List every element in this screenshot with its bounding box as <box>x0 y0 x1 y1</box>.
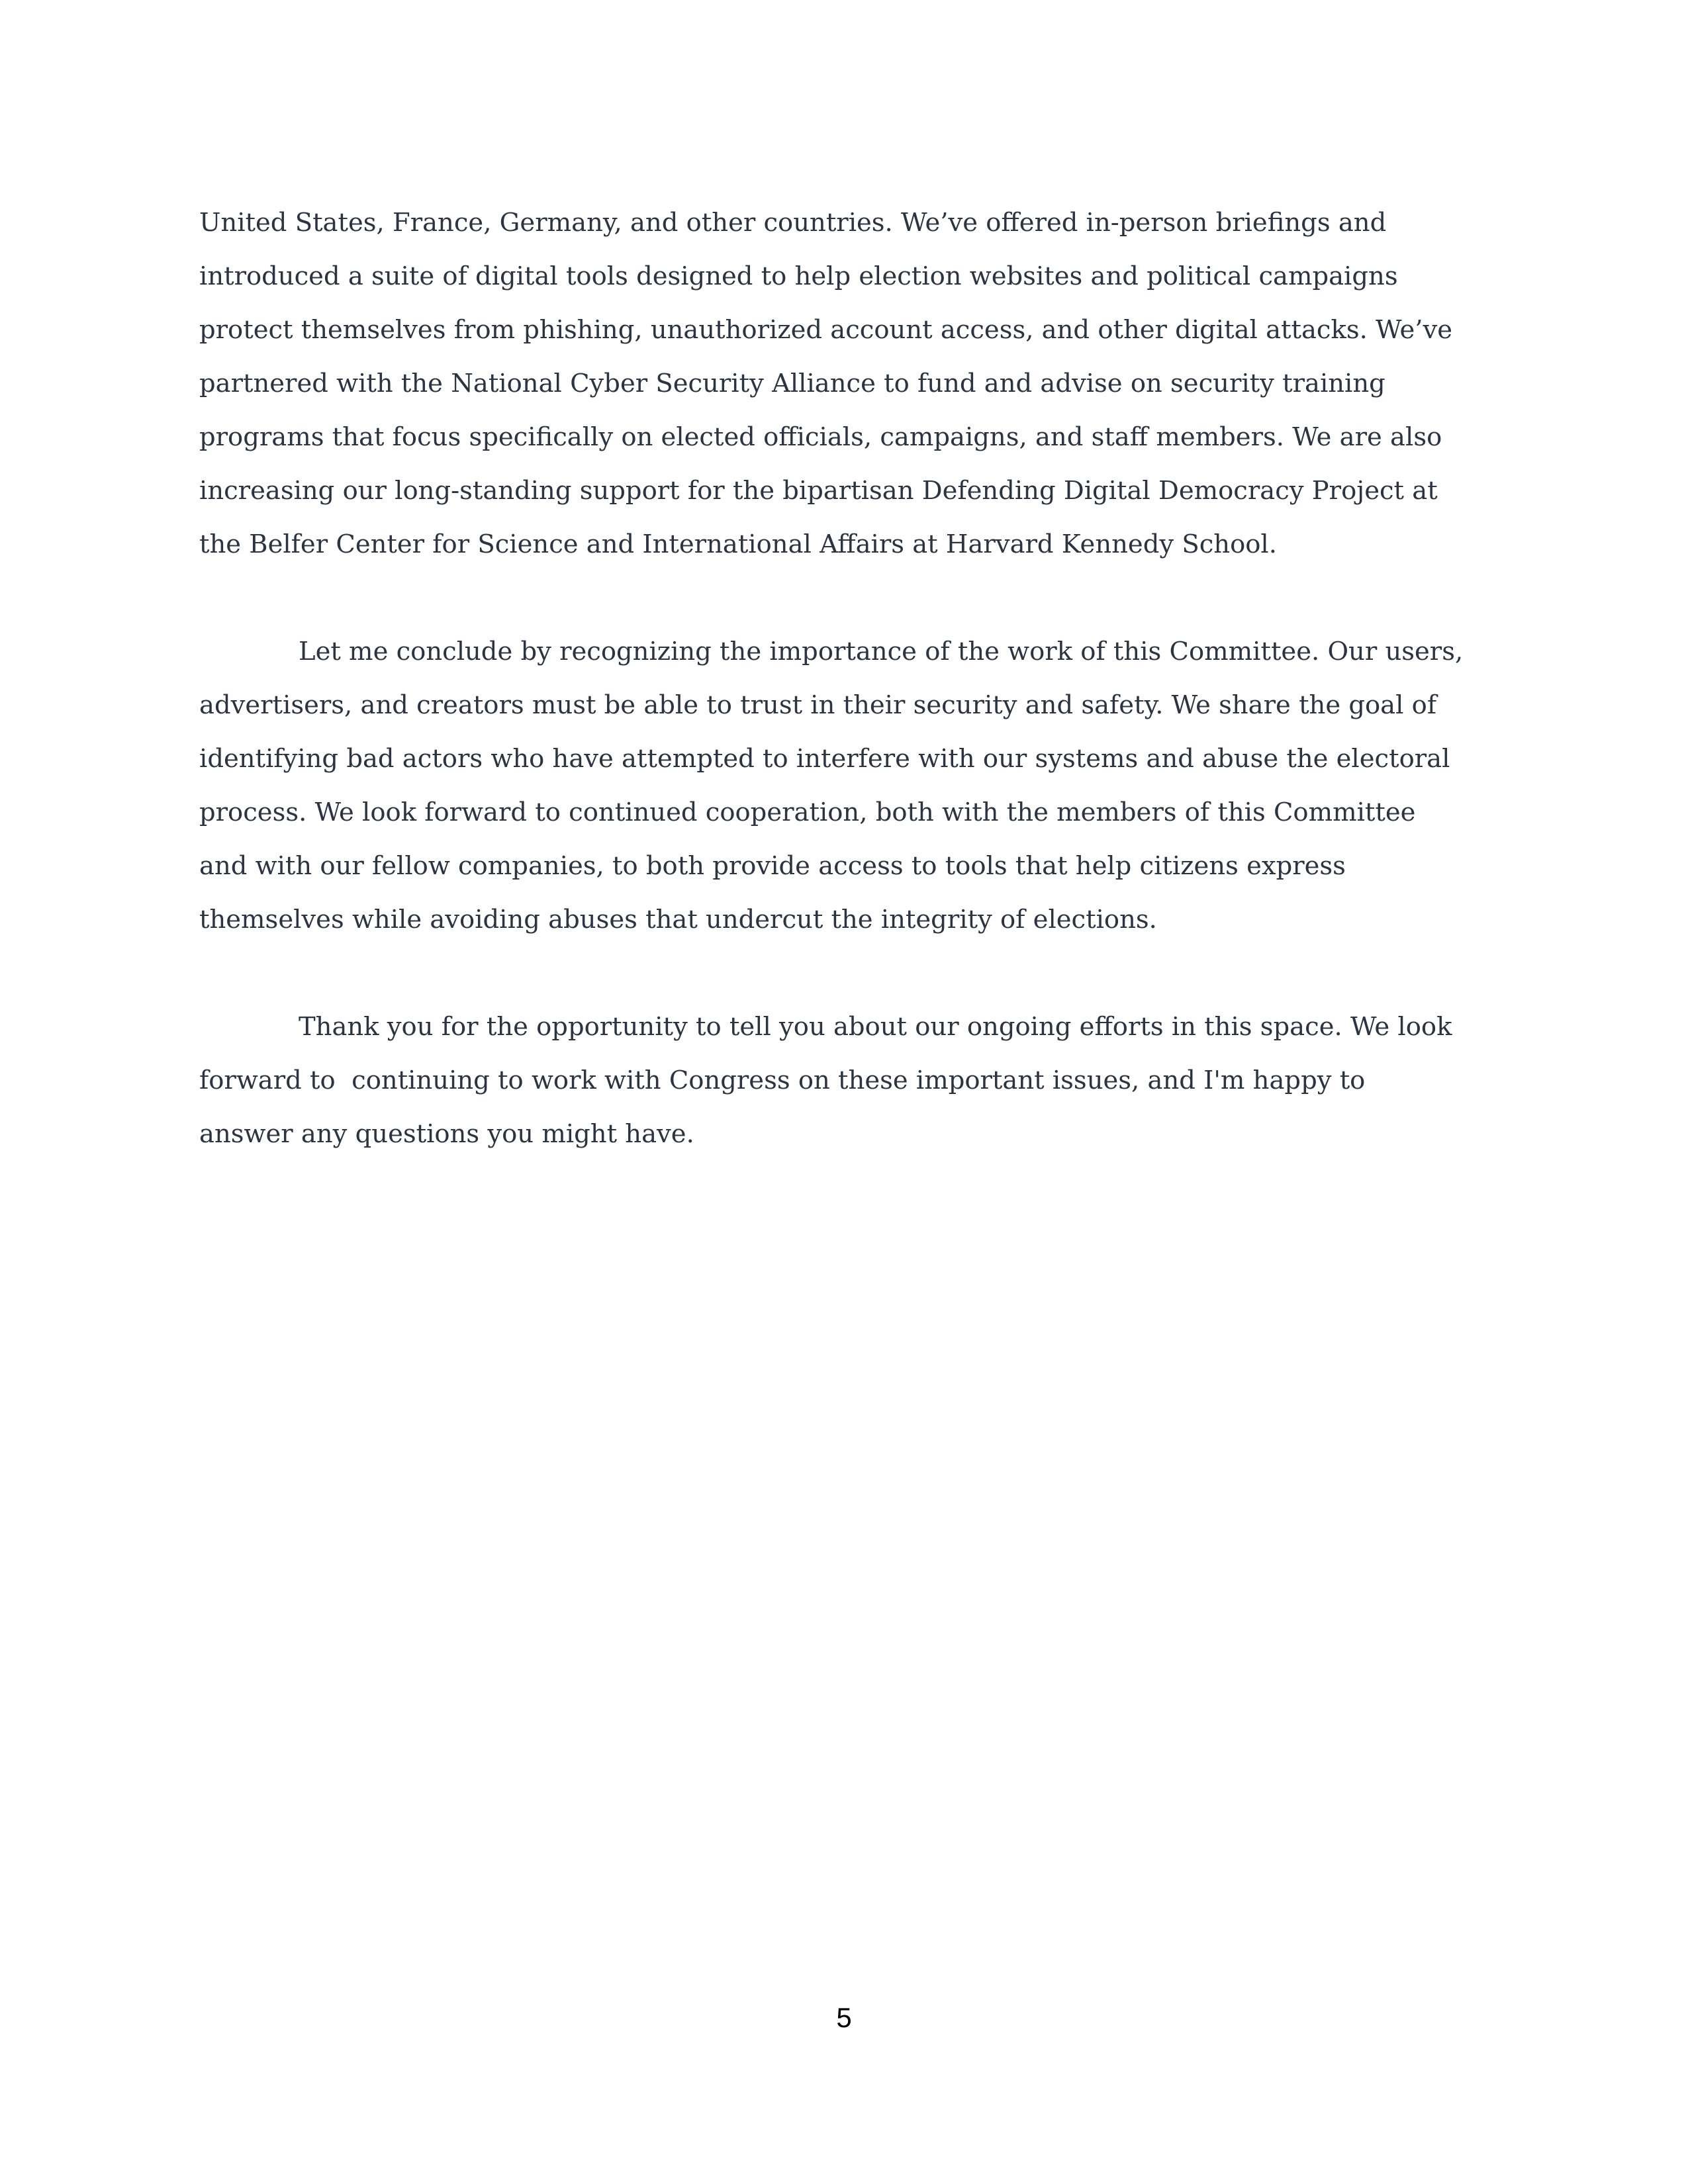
paragraph <box>199 625 1497 946</box>
text-line: partnered with the National Cyber Security Alliance to fund and advise on security training <box>199 369 1385 398</box>
text-line: identifying bad actors who have attempted to interfere with our systems and abuse the electoral <box>199 744 1450 774</box>
text-line: United States, France, Germany, and other countries. We’ve offered in-person briefings and <box>199 208 1387 238</box>
document-body <box>199 196 1497 1214</box>
text-line: the Belfer Center for Science and International Affairs at Harvard Kennedy School. <box>199 529 1277 559</box>
text-line: protect themselves from phishing, unauthorized account access, and other digital attacks. We’ve <box>199 315 1453 345</box>
text-line: process. We look forward to continued cooperation, both with the members of this Committee <box>199 797 1416 827</box>
text-line: Let me conclude by recognizing the importance of the work of this Committee. Our users, <box>299 637 1464 666</box>
text-line: forward to continuing to work with Congress on these important issues, and I'm happy to <box>199 1066 1366 1095</box>
text-line: advertisers, and creators must be able to trust in their security and safety. We share the goal of <box>199 690 1437 720</box>
text-line: programs that focus specifically on elected officials, campaigns, and staff members. We are also <box>199 422 1442 452</box>
paragraph <box>199 196 1497 571</box>
text-line: introduced a suite of digital tools designed to help election websites and political campaigns <box>199 261 1398 291</box>
page-number: 5 <box>836 2002 852 2033</box>
paragraph <box>199 1000 1497 1161</box>
text-line: themselves while avoiding abuses that undercut the integrity of elections. <box>199 905 1157 934</box>
text-line: increasing our long-standing support for the bipartisan Defending Digital Democracy Project at <box>199 476 1438 506</box>
text-line: answer any questions you might have. <box>199 1119 694 1149</box>
text-line: and with our fellow companies, to both provide access to tools that help citizens express <box>199 851 1346 881</box>
text-line: Thank you for the opportunity to tell you about our ongoing efforts in this space. We look <box>299 1012 1452 1042</box>
